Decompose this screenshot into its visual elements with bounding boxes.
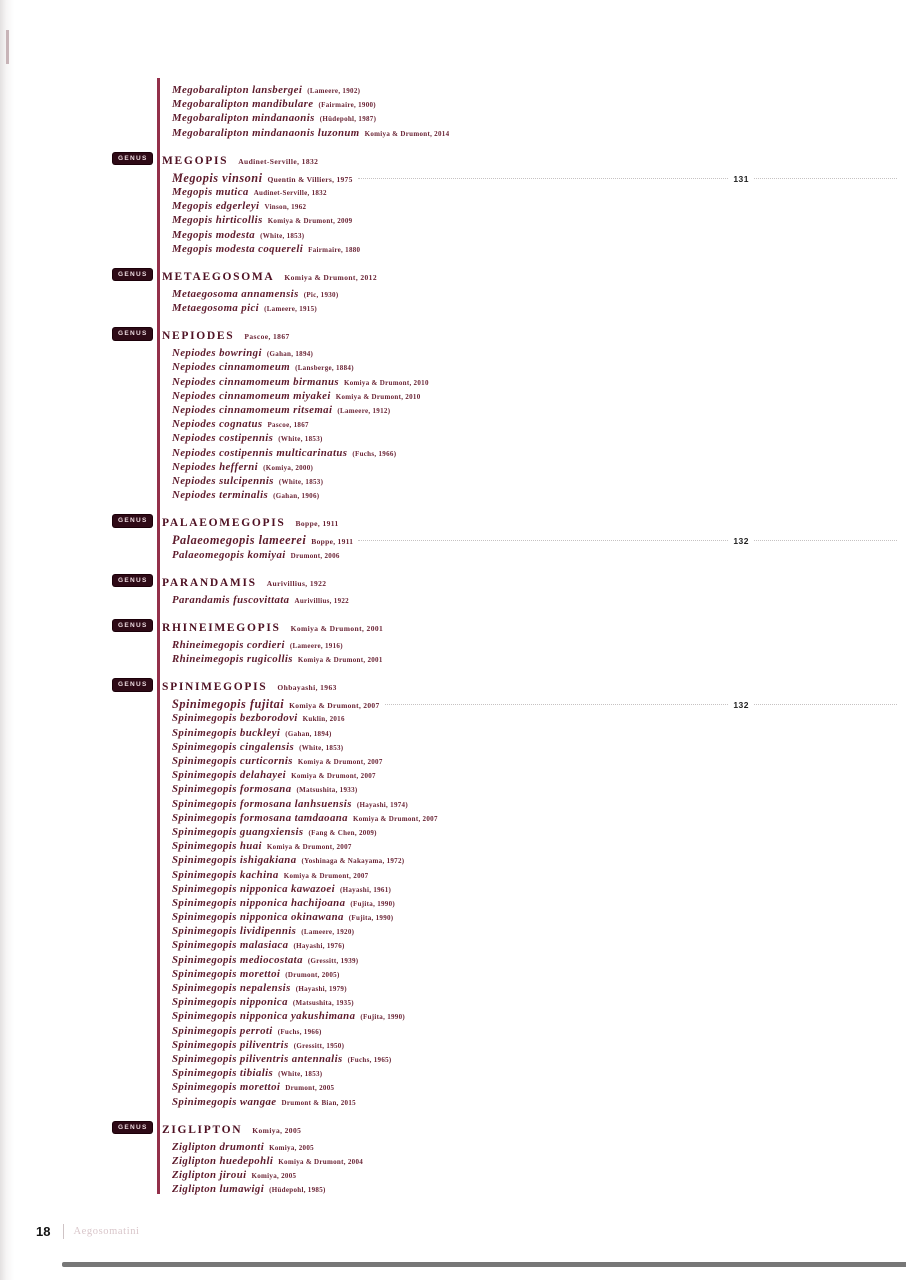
page-number: 18 bbox=[36, 1224, 51, 1239]
species-author: Komiya & Drumont, 2004 bbox=[278, 1157, 364, 1166]
species-list bbox=[172, 533, 902, 561]
species-author: Drumont, 2006 bbox=[290, 551, 340, 560]
page-left-edge-shading bbox=[0, 0, 14, 1280]
genus-author: Audinet-Serville, 1832 bbox=[238, 156, 319, 166]
species-name: Megobaralipton mindanaonis luzonum bbox=[172, 126, 360, 139]
species-name: Spinimegopis kachina bbox=[172, 868, 279, 881]
genus-name: PALAEOMEGOPIS bbox=[162, 517, 286, 530]
species-row bbox=[172, 754, 902, 768]
species-row bbox=[172, 825, 902, 839]
species-author: Komiya & Drumont, 2010 bbox=[343, 378, 429, 387]
species-name: Nepiodes cognatus bbox=[172, 418, 263, 431]
species-author: (White, 1853) bbox=[278, 477, 324, 486]
genus-author: Aurivillius, 1922 bbox=[266, 578, 327, 588]
species-name: Megopis edgerleyi bbox=[172, 200, 260, 213]
species-row bbox=[172, 533, 902, 547]
genus-name: NEPIODES bbox=[162, 330, 235, 343]
species-name: Ziglipton lumawigi bbox=[172, 1183, 265, 1196]
species-row bbox=[172, 782, 902, 796]
species-row bbox=[172, 199, 902, 213]
genus-badge: GENUS bbox=[113, 153, 152, 165]
species-author: (White, 1853) bbox=[260, 231, 305, 240]
species-author: Komiya & Drumont, 2007 bbox=[283, 871, 369, 880]
species-row bbox=[172, 839, 902, 853]
species-author: Komiya & Drumont, 2007 bbox=[266, 843, 352, 852]
genus-name: RHINEIMEGOPIS bbox=[162, 621, 281, 634]
species-author: Komiya & Drumont, 2010 bbox=[335, 392, 421, 401]
leader-dots bbox=[358, 540, 728, 541]
scan-edge-mark bbox=[6, 30, 9, 64]
genus-header bbox=[118, 677, 902, 694]
species-author: (Gahan, 1894) bbox=[266, 350, 314, 359]
species-author: (Fujita, 1990) bbox=[360, 1013, 406, 1022]
species-row bbox=[172, 924, 902, 938]
species-author: Komiya & Drumont, 2007 bbox=[352, 814, 438, 823]
species-name: Spinimegopis perroti bbox=[172, 1024, 273, 1037]
species-row bbox=[172, 242, 902, 256]
page-footer bbox=[36, 1224, 140, 1239]
genus-header bbox=[118, 1120, 902, 1137]
column-rule bbox=[157, 78, 160, 1194]
species-row bbox=[172, 126, 902, 140]
species-author: (Hüdepohl, 1987) bbox=[319, 115, 377, 124]
leader-dots-trailing bbox=[754, 178, 897, 179]
species-name: Spinimegopis morettoi bbox=[172, 967, 281, 980]
genus-author: Komiya & Drumont, 2001 bbox=[290, 623, 384, 633]
species-name: Metaegosoma pici bbox=[172, 302, 260, 315]
species-author: (Pic, 1930) bbox=[303, 290, 339, 299]
species-author: (White, 1853) bbox=[278, 435, 323, 444]
species-name: Palaeomegopis lameerei bbox=[172, 533, 307, 548]
genus-author: Komiya & Drumont, 2012 bbox=[284, 272, 377, 282]
species-row bbox=[172, 1080, 902, 1094]
species-row bbox=[172, 740, 902, 754]
species-author: (Gahan, 1906) bbox=[273, 492, 320, 501]
species-row bbox=[172, 1182, 902, 1196]
species-list bbox=[172, 1140, 902, 1197]
species-name: Spinimegopis buckleyi bbox=[172, 726, 281, 739]
species-row bbox=[172, 797, 902, 811]
footer-divider bbox=[63, 1224, 64, 1239]
species-name: Spinimegopis formosana bbox=[172, 783, 292, 796]
species-row bbox=[172, 981, 902, 995]
genus-badge: GENUS bbox=[113, 269, 152, 281]
species-name: Nepiodes sulcipennis bbox=[172, 474, 274, 487]
species-author: (Hayashi, 1979) bbox=[295, 985, 347, 993]
species-name: Spinimegopis bezborodovi bbox=[172, 712, 298, 725]
species-row bbox=[172, 1066, 902, 1080]
leader-dots-trailing bbox=[754, 704, 897, 705]
species-name: Spinimegopis morettoi bbox=[172, 1081, 281, 1094]
species-name: Spinimegopis tibialis bbox=[172, 1067, 274, 1080]
species-name: Ziglipton huedepohli bbox=[172, 1154, 274, 1167]
species-author: Kuklin, 2016 bbox=[302, 715, 345, 724]
species-author: Komiya, 2005 bbox=[269, 1143, 314, 1152]
species-name: Nepiodes cinnamomeum bbox=[172, 361, 291, 374]
species-row bbox=[172, 111, 902, 125]
genus-badge: GENUS bbox=[113, 679, 152, 691]
species-name: Spinimegopis guangxiensis bbox=[172, 825, 304, 838]
genus-badge: GENUS bbox=[113, 575, 152, 587]
species-row bbox=[172, 1052, 902, 1066]
species-list bbox=[172, 638, 902, 666]
species-name: Ziglipton drumonti bbox=[172, 1140, 265, 1153]
species-name: Spinimegopis nipponica kawazoei bbox=[172, 882, 335, 895]
species-row bbox=[172, 446, 902, 460]
genus-section bbox=[118, 1120, 902, 1197]
genus-name: MEGOPIS bbox=[162, 154, 229, 167]
species-row bbox=[172, 83, 902, 97]
species-row bbox=[172, 287, 902, 301]
species-row bbox=[172, 811, 902, 825]
species-row bbox=[172, 213, 902, 227]
species-author: Aurivillius, 1922 bbox=[294, 596, 349, 605]
species-author: Audinet-Serville, 1832 bbox=[253, 188, 327, 197]
genus-badge: GENUS bbox=[113, 328, 152, 340]
species-row bbox=[172, 460, 902, 474]
checklist-content bbox=[118, 80, 902, 1196]
species-author: Drumont & Bian, 2015 bbox=[281, 1098, 356, 1107]
species-row bbox=[172, 711, 902, 725]
species-author: (Gressitt, 1950) bbox=[293, 1041, 345, 1050]
species-author: (Hayashi, 1961) bbox=[339, 885, 392, 894]
species-name: Rhineimegopis rugicollis bbox=[172, 653, 293, 666]
genus-name: METAEGOSOMA bbox=[162, 270, 275, 283]
footer-tribe-label: Aegosomatini bbox=[73, 1226, 140, 1237]
species-author: (Gahan, 1894) bbox=[285, 729, 332, 738]
genus-name: ZIGLIPTON bbox=[162, 1123, 243, 1136]
species-author: Komiya & Drumont, 2007 bbox=[291, 772, 376, 781]
species-name: Spinimegopis nepalensis bbox=[172, 982, 291, 994]
species-author: (Lameere, 1916) bbox=[289, 641, 343, 650]
species-row bbox=[172, 488, 902, 502]
leader-dots-trailing bbox=[754, 540, 897, 541]
species-list bbox=[172, 697, 902, 1108]
species-row bbox=[172, 301, 902, 315]
genus-section bbox=[118, 573, 902, 607]
species-author: (Gressitt, 1939) bbox=[307, 956, 359, 965]
species-row bbox=[172, 638, 902, 652]
genus-header bbox=[118, 618, 902, 635]
species-row bbox=[172, 171, 902, 185]
species-author: (White, 1853) bbox=[278, 1070, 323, 1079]
species-row bbox=[172, 474, 902, 488]
species-author: (Hayashi, 1974) bbox=[356, 800, 408, 809]
species-name: Megobaralipton lansbergei bbox=[172, 84, 303, 96]
species-name: Ziglipton jiroui bbox=[172, 1169, 247, 1182]
species-row bbox=[172, 548, 902, 562]
genus-badge: GENUS bbox=[113, 1122, 152, 1134]
species-name: Spinimegopis malasiaca bbox=[172, 939, 289, 952]
species-name: Rhineimegopis cordieri bbox=[172, 638, 285, 651]
genus-author: Boppe, 1911 bbox=[295, 519, 339, 529]
species-author: (Matsushita, 1935) bbox=[292, 999, 354, 1008]
species-row bbox=[172, 185, 902, 199]
species-author: (Fairmaire, 1900) bbox=[318, 101, 376, 110]
species-row bbox=[172, 97, 902, 111]
species-author: Pascoe, 1867 bbox=[267, 421, 309, 430]
species-author: (Yoshinaga & Nakayama, 1972) bbox=[301, 857, 405, 866]
genus-name: SPINIMEGOPIS bbox=[162, 681, 268, 694]
species-name: Megobaralipton mandibulare bbox=[172, 98, 314, 111]
species-author: Fairmaire, 1880 bbox=[308, 245, 361, 254]
species-name: Spinimegopis formosana tamdaoana bbox=[172, 811, 348, 824]
species-name: Spinimegopis huai bbox=[172, 840, 262, 853]
species-list bbox=[172, 171, 902, 256]
species-author: (Fujita, 1990) bbox=[348, 914, 394, 923]
species-row bbox=[172, 768, 902, 782]
species-name: Spinimegopis piliventris bbox=[172, 1038, 289, 1051]
genus-header bbox=[118, 573, 902, 590]
species-name: Megopis hirticollis bbox=[172, 214, 263, 227]
genus-author: Ohbayashi, 1963 bbox=[277, 683, 337, 693]
genus-header bbox=[118, 267, 902, 284]
species-row bbox=[172, 593, 902, 607]
species-row bbox=[172, 995, 902, 1009]
species-row bbox=[172, 1140, 902, 1154]
species-author: Quentin & Villiers, 1975 bbox=[267, 174, 353, 184]
species-name: Megobaralipton mindanaonis bbox=[172, 112, 315, 125]
species-row bbox=[172, 389, 902, 403]
species-name: Spinimegopis piliventris antennalis bbox=[172, 1052, 343, 1065]
species-name: Spinimegopis formosana lanhsuensis bbox=[172, 797, 352, 810]
genus-section bbox=[118, 326, 902, 502]
species-row bbox=[172, 375, 902, 389]
species-author: Komiya & Drumont, 2001 bbox=[297, 656, 383, 665]
species-name: Nepiodes cinnamomeum birmanus bbox=[172, 375, 339, 388]
species-row bbox=[172, 360, 902, 374]
species-author: Komiya & Drumont, 2007 bbox=[289, 701, 380, 711]
species-row bbox=[172, 417, 902, 431]
species-row bbox=[172, 346, 902, 360]
species-author: (Lansberge, 1884) bbox=[295, 364, 354, 373]
genus-section bbox=[118, 267, 902, 315]
species-name: Nepiodes bowringi bbox=[172, 347, 262, 360]
species-row bbox=[172, 652, 902, 666]
species-row bbox=[172, 1024, 902, 1038]
species-name: Spinimegopis nipponica yakushimana bbox=[172, 1010, 356, 1023]
species-name: Spinimegopis lividipennis bbox=[172, 925, 297, 938]
genus-badge: GENUS bbox=[113, 515, 152, 527]
species-name: Spinimegopis nipponica okinawana bbox=[172, 911, 344, 924]
scan-shadow-bottom bbox=[62, 1262, 906, 1267]
genus-badge: GENUS bbox=[113, 620, 152, 632]
species-name: Spinimegopis ishigakiana bbox=[172, 854, 297, 867]
leader-dots bbox=[358, 178, 729, 179]
species-row bbox=[172, 1009, 902, 1023]
genus-section bbox=[118, 151, 902, 256]
species-name: Spinimegopis nipponica bbox=[172, 996, 288, 1009]
page-reference: 131 bbox=[733, 173, 749, 184]
species-author: Komiya & Drumont, 2009 bbox=[267, 217, 353, 226]
species-author: (Fujita, 1990) bbox=[350, 899, 396, 908]
species-author: (White, 1853) bbox=[299, 743, 344, 752]
species-name: Megopis vinsoni bbox=[172, 170, 263, 185]
species-row bbox=[172, 1095, 902, 1109]
species-name: Spinimegopis fujitai bbox=[172, 697, 285, 712]
species-row bbox=[172, 1154, 902, 1168]
species-row bbox=[172, 726, 902, 740]
species-name: Megopis mutica bbox=[172, 185, 249, 198]
genus-header bbox=[118, 513, 902, 530]
species-row bbox=[172, 967, 902, 981]
intro-species-list bbox=[172, 83, 902, 140]
species-name: Parandamis fuscovittata bbox=[172, 593, 290, 606]
genus-section bbox=[118, 677, 902, 1108]
species-name: Megopis modesta coquereli bbox=[172, 242, 304, 255]
species-author: (Lameere, 1902) bbox=[307, 87, 361, 95]
species-row bbox=[172, 938, 902, 952]
species-row bbox=[172, 431, 902, 445]
genus-author: Komiya, 2005 bbox=[252, 1125, 302, 1135]
species-author: (Komiya, 2000) bbox=[263, 463, 314, 472]
genus-section bbox=[118, 618, 902, 666]
page-reference: 132 bbox=[733, 536, 749, 547]
species-list bbox=[172, 346, 902, 502]
species-name: Nepiodes terminalis bbox=[172, 489, 269, 502]
species-row bbox=[172, 882, 902, 896]
species-name: Megopis modesta bbox=[172, 228, 256, 241]
species-name: Spinimegopis curticornis bbox=[172, 755, 293, 767]
species-name: Spinimegopis mediocostata bbox=[172, 953, 303, 966]
species-author: (Hayashi, 1976) bbox=[293, 942, 345, 951]
species-author: (Fuchs, 1965) bbox=[347, 1055, 392, 1064]
page-reference: 132 bbox=[733, 700, 749, 711]
species-name: Spinimegopis wangae bbox=[172, 1095, 277, 1108]
species-row bbox=[172, 697, 902, 711]
species-author: (Matsushita, 1933) bbox=[296, 786, 358, 795]
species-author: Komiya & Drumont, 2007 bbox=[297, 758, 383, 766]
genus-name: PARANDAMIS bbox=[162, 576, 257, 589]
genus-sections bbox=[118, 151, 902, 1197]
species-author: (Lameere, 1915) bbox=[264, 305, 318, 314]
species-row bbox=[172, 868, 902, 882]
species-row bbox=[172, 953, 902, 967]
species-name: Spinimegopis delahayei bbox=[172, 769, 287, 782]
leader-dots bbox=[385, 704, 729, 705]
species-row bbox=[172, 896, 902, 910]
species-author: Komiya, 2005 bbox=[251, 1172, 297, 1181]
genus-section bbox=[118, 513, 902, 561]
species-author: (Fang & Chen, 2009) bbox=[308, 828, 377, 837]
species-list bbox=[172, 287, 902, 315]
species-row bbox=[172, 910, 902, 924]
species-author: (Lameere, 1912) bbox=[337, 407, 391, 415]
species-row bbox=[172, 1168, 902, 1182]
species-name: Nepiodes costipennis bbox=[172, 432, 274, 445]
species-name: Palaeomegopis komiyai bbox=[172, 548, 286, 561]
species-name: Spinimegopis cingalensis bbox=[172, 740, 295, 753]
species-author: (Fuchs, 1966) bbox=[277, 1027, 322, 1036]
species-row bbox=[172, 853, 902, 867]
species-author: (Fuchs, 1966) bbox=[352, 449, 397, 458]
species-author: Komiya & Drumont, 2014 bbox=[364, 129, 450, 138]
genus-header bbox=[118, 326, 902, 343]
species-name: Nepiodes cinnamomeum ritsemai bbox=[172, 404, 333, 416]
species-author: Boppe, 1911 bbox=[311, 537, 354, 547]
species-author: (Hüdepohl, 1985) bbox=[269, 1186, 326, 1195]
species-row bbox=[172, 403, 902, 417]
species-list bbox=[172, 593, 902, 607]
species-author: Drumont, 2005 bbox=[285, 1084, 335, 1093]
genus-author: Pascoe, 1867 bbox=[244, 332, 290, 342]
species-name: Nepiodes cinnamomeum miyakei bbox=[172, 389, 331, 402]
species-row bbox=[172, 1038, 902, 1052]
species-name: Nepiodes costipennis multicarinatus bbox=[172, 446, 348, 459]
genus-header bbox=[118, 151, 902, 168]
species-author: (Drumont, 2005) bbox=[285, 970, 340, 979]
species-name: Nepiodes hefferni bbox=[172, 460, 259, 473]
species-name: Spinimegopis nipponica hachijoana bbox=[172, 896, 346, 909]
species-row bbox=[172, 228, 902, 242]
species-author: (Lameere, 1920) bbox=[301, 928, 355, 937]
species-author: Vinson, 1962 bbox=[264, 203, 307, 212]
species-name: Metaegosoma annamensis bbox=[172, 287, 299, 300]
